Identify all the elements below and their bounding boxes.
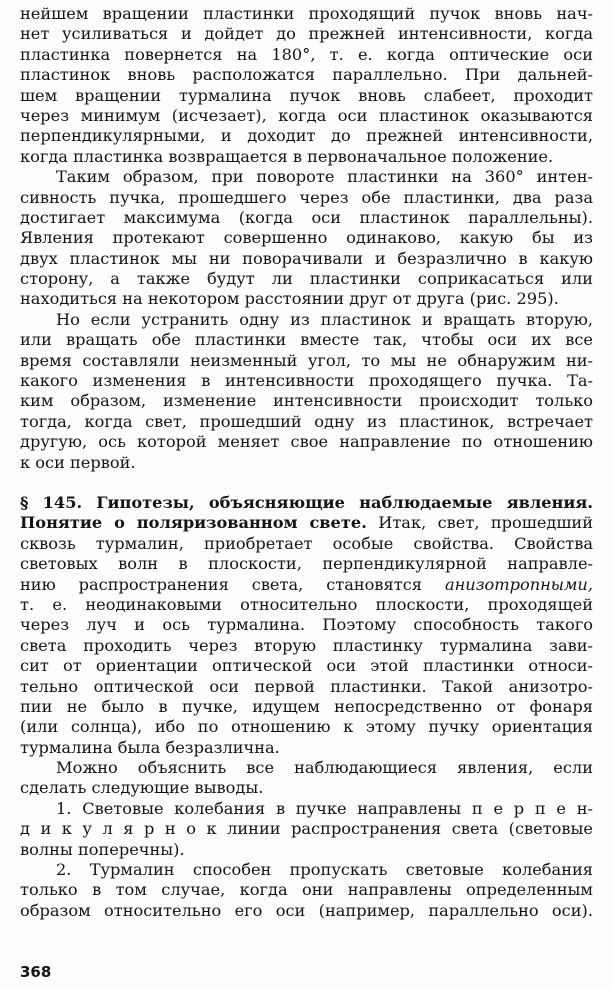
text-line: нет усиливаться и дойдет до прежней интенсивности, когда — [20, 24, 593, 44]
section-heading: § 145. Гипотезы, объясняющие наблюдаемые явления. — [20, 492, 593, 512]
conclusion-item-1 — [20, 799, 593, 860]
text-line: Можно объяснить все наблюдающиеся явления, если — [56, 758, 593, 778]
text-line — [20, 819, 593, 839]
text-line: образом относительно его оси (например, параллельно оси). — [20, 900, 593, 920]
text-line: какого изменения в интенсивности проходящего пучка. Та- — [20, 371, 593, 391]
section-gap — [20, 473, 593, 493]
page-text — [20, 4, 593, 921]
emphasized-term: анизотропными, — [444, 574, 593, 594]
text-line: через минимум (исчезает), когда оси пластинок оказываются — [20, 105, 593, 125]
text-line: когда пластинка возвращается в первоначальное положение. — [20, 146, 554, 166]
text-line: через луч и ось турмалина. Поэтому способность такого — [20, 615, 593, 635]
text-line: ким образом, изменение интенсивности происходит только — [20, 391, 593, 411]
text-line: к оси первой. — [20, 452, 136, 472]
text-line: сквозь турмалин, приобретает особые свойства. Свойства — [20, 533, 593, 553]
text-line: сит от ориентации оптической оси этой пластинки относи- — [20, 656, 593, 676]
text-line: находиться на некотором расстоянии друг от друга (рис. 295). — [20, 289, 559, 309]
text-line: время составляли неизменный угол, то мы не обнаружим ни- — [20, 350, 593, 370]
text-line: другую, ось которой меняет свое направление по отношению — [20, 432, 593, 452]
paragraph-rotation-continuation — [20, 4, 593, 167]
text-line: волны поперечны). — [20, 839, 185, 859]
text-line: 2. Турмалин способен пропускать световые колебания — [56, 860, 593, 880]
text-line: турмалина была безразлична. — [20, 737, 280, 757]
text-line: шем вращении турмалина пучок вновь слабеет, проходит — [20, 85, 593, 105]
section-145 — [20, 493, 593, 758]
text-line: Явления протекают совершенно одинаково, какую бы из — [20, 228, 593, 248]
paragraph-fixed-angle — [20, 310, 593, 473]
text-fragment: 1. Световые колебания в пучке направлены — [56, 798, 472, 818]
text-line: только в том случае, когда они направлены определенным — [20, 880, 593, 900]
text-line: перпендикулярными, и доходит до прежней интенсивности, — [20, 126, 593, 146]
text-line: сивность пучка, прошедшего через обе пластинки, два раза — [20, 187, 593, 207]
text-line: пластинка повернется на 180°, т. е. когда оптические оси — [20, 44, 593, 64]
text-line: пластинок вновь расположатся параллельно. При дальней- — [20, 65, 593, 85]
text-fragment: линии распространения света (световые — [216, 819, 593, 839]
text-line: тогда, когда свет, прошедший одну из пластинок, встречает — [20, 411, 593, 431]
text-line: сделать следующие выводы. — [20, 778, 264, 798]
text-line: (или солнца), ибо по отношению к этому пучку ориентация — [20, 717, 593, 737]
text-line: двух пластинок мы ни поворачивали и безразлично в какую — [20, 248, 593, 268]
text-line: достигает максимума (когда оси пластинок параллельны). — [20, 207, 593, 227]
text-line — [20, 799, 593, 819]
text-line: Но если устранить одну из пластинок и вращать вторую, — [56, 309, 593, 329]
text-line: Таким образом, при повороте пластинки на 360° интен- — [56, 167, 593, 187]
text-line: сторону, а также будут ли пластинки соприкасаться или — [20, 269, 593, 289]
paragraph-360-rotation — [20, 167, 593, 310]
paragraph-conclusions-intro — [20, 758, 593, 799]
text-line: или вращать обе пластинки вместе так, чтобы оси их все — [20, 330, 593, 350]
conclusion-item-2 — [20, 860, 593, 921]
text-line: нейшем вращении пластинки проходящий пучок вновь нач- — [20, 4, 593, 23]
text-fragment: нию распространения света, становятся — [20, 574, 445, 594]
spaced-emphasis: д и к у л я р н о к — [20, 819, 217, 839]
text-line: т. е. неодинаковыми относительно плоскости, проходящей — [20, 594, 593, 614]
text-line: света проходить через вторую пластинку турмалина зави- — [20, 635, 593, 655]
text-fragment: Итак, свет, прошедший — [366, 513, 593, 533]
text-line — [20, 575, 593, 595]
spaced-emphasis: п е р п е н- — [471, 798, 593, 818]
text-line: световых волн в плоскости, перпендикулярной направле- — [20, 554, 593, 574]
section-heading-continuation: Понятие о поляризованном свете. — [20, 513, 367, 533]
page-number: 368 — [20, 963, 52, 981]
text-line: тельно оптической оси первой пластинки. Такой анизотро- — [20, 676, 593, 696]
text-line: пии не было в пучке, идущем непосредственно от фонаря — [20, 696, 593, 716]
text-line — [20, 513, 593, 533]
